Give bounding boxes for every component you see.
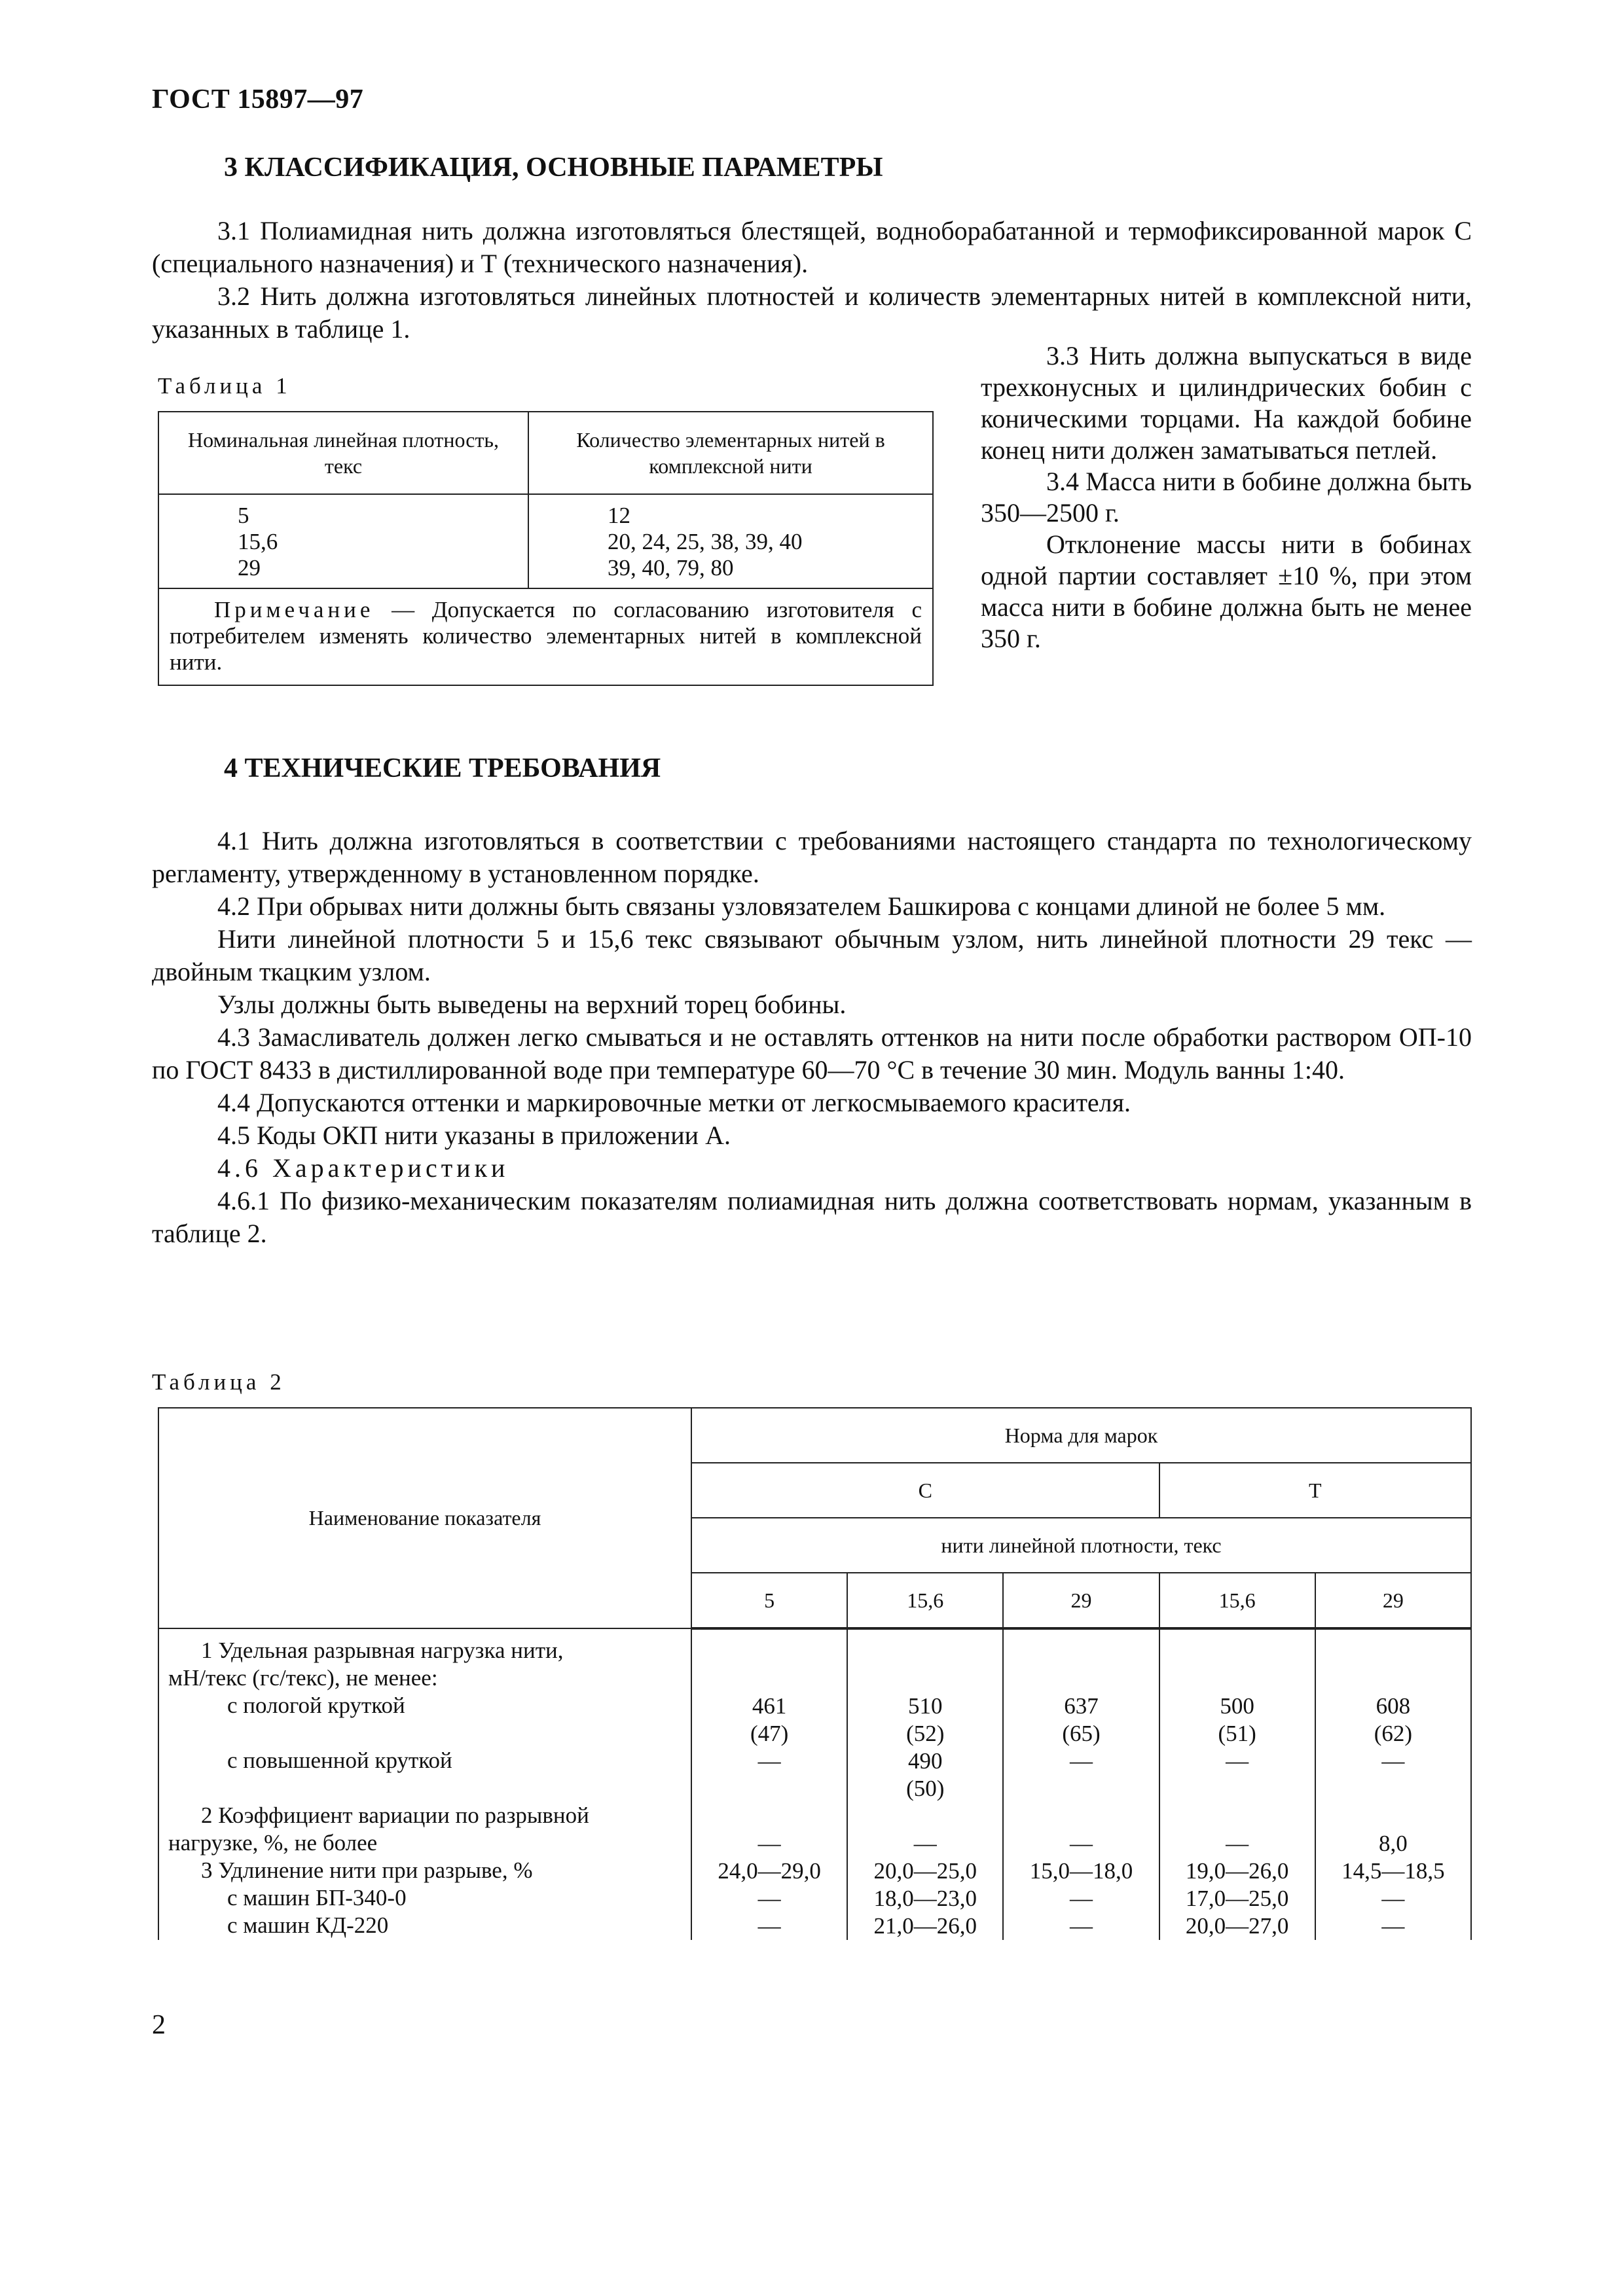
value: 20,0—27,0 [1185, 1913, 1289, 1939]
row-1-title: 1 Удельная разрывная нагрузка нити, [201, 1638, 564, 1663]
table-1-count-value: 39, 40, 79, 80 [608, 555, 734, 581]
table-2-header-density: нити линейной плотности, текс [691, 1518, 1471, 1573]
paragraph-3-4-deviation: Отклонение массы нити в бобинах одной партии составляет ±10 %, при этом масса нити в бобине должна быть не менее 350 г. [981, 529, 1472, 653]
paragraph-4-5: 4.5 Коды ОКП нити указаны в приложении А. [217, 1121, 731, 1150]
table-2-header-norm: Норма для марок [691, 1408, 1471, 1463]
row-2-title-cont: нагрузке, %, не более [168, 1830, 378, 1856]
value: (50) [906, 1776, 945, 1801]
table-2-col-header: 15,6 [847, 1573, 1003, 1628]
paragraph-4-2: 4.2 При обрывах нити должны быть связаны узловязателем Башкирова с концами длиной не более 5 мм. [217, 891, 1386, 921]
section-4-body [152, 825, 1472, 1250]
value: — [757, 1886, 781, 1911]
value: 461 [752, 1693, 787, 1719]
value: — [1226, 1831, 1249, 1856]
value: — [757, 1748, 781, 1774]
row-1-title-cont: мН/текс (гс/текс), не менее: [168, 1665, 438, 1691]
table-1-note-label: Примечание [214, 597, 374, 622]
paragraph-4-4: 4.4 Допускаются оттенки и маркировочные метки от легкосмываемого красителя. [217, 1088, 1131, 1117]
paragraph-3-2: 3.2 Нить должна изготовляться линейных плотностей и количеств элементарных нитей в комплексной нити, указанных в таблице 1. [152, 281, 1472, 344]
value: 637 [1064, 1693, 1099, 1719]
row-2-title: 2 Коэффициент вариации по разрывной [201, 1803, 589, 1828]
table-2-col-header: 5 [691, 1573, 847, 1628]
value: 17,0—25,0 [1185, 1886, 1289, 1911]
value: 15,0—18,0 [1029, 1858, 1133, 1884]
row-3a-label: с машин БП-340-0 [227, 1885, 407, 1910]
section-3-title: 3 КЛАССИФИКАЦИЯ, ОСНОВНЫЕ ПАРАМЕТРЫ [224, 152, 883, 183]
paragraph-4-2-knots: Нити линейной плотности 5 и 15,6 текс связывают обычным узлом, нить линейной плотности 29 текс — двойным ткацким узлом. [152, 924, 1472, 986]
page-number: 2 [152, 2010, 166, 2040]
table-2-value-column [1159, 1628, 1315, 1940]
value: 21,0—26,0 [873, 1913, 977, 1939]
table-2-value-column [847, 1628, 1003, 1940]
value: — [1069, 1831, 1093, 1856]
paragraph-4-6 [152, 1152, 1472, 1185]
value: 19,0—26,0 [1185, 1858, 1289, 1884]
table-1-density-value: 5 [238, 503, 249, 528]
table-2 [158, 1407, 1472, 1940]
table-2-header-name: Наименование показателя [158, 1408, 691, 1628]
value: — [1069, 1913, 1093, 1939]
table-1-header-count: Количество элементарных нитей в комплексной нити [528, 412, 933, 494]
value: 500 [1220, 1693, 1254, 1719]
paragraph-3-3: 3.3 Нить должна выпускаться в виде трехконусных и цилиндрических бобин с коническими торцами. На каждой бобине конец нити должен заматываться петлей. [981, 341, 1472, 465]
table-2-body-row [158, 1628, 1471, 1940]
table-1-density-value: 29 [238, 555, 261, 581]
paragraph-4-6-text: 4.6 Характеристики [217, 1153, 509, 1183]
value: — [1226, 1748, 1249, 1774]
table-2-name-column [158, 1628, 691, 1940]
value: — [757, 1913, 781, 1939]
value [1316, 1775, 1470, 1803]
side-column [981, 340, 1472, 655]
table-1-note-text: — Допускается по согласованию изготовителя с потребителем изменять количество элементарных нитей в комплексной нити. [170, 597, 922, 675]
value: 14,5—18,5 [1341, 1858, 1445, 1884]
value: 18,0—23,0 [873, 1886, 977, 1911]
paragraph-3-4: 3.4 Масса нити в бобине должна быть 350—2500 г. [981, 467, 1472, 528]
table-1 [158, 411, 934, 686]
table-1-count-value: 20, 24, 25, 38, 39, 40 [608, 529, 803, 554]
row-3b-label: с машин КД-220 [227, 1912, 389, 1938]
paragraph-4-3: 4.3 Замасливатель должен легко смываться и не оставлять оттенков на нити после обработки раствором ОП-10 по ГОСТ 8433 в дистиллированной воде при температуре 60—70 °С в течение 30 мин. Модуль ванны 1:40. [152, 1022, 1472, 1085]
value: — [1381, 1748, 1405, 1774]
table-1-count-value: 12 [608, 503, 630, 528]
value [692, 1775, 847, 1803]
value: 608 [1376, 1693, 1411, 1719]
value: 24,0—29,0 [718, 1858, 821, 1884]
paragraph-4-2-knot-position: Узлы должны быть выведены на верхний торец бобины. [217, 990, 847, 1019]
value: — [1069, 1886, 1093, 1911]
table-1-header-density: Номинальная линейная плотность, текс [158, 412, 528, 494]
table-2-col-header: 29 [1315, 1573, 1471, 1628]
value: 510 [908, 1693, 943, 1719]
value: 490 [908, 1748, 943, 1774]
section-3-intro [152, 215, 1472, 346]
row-3-title: 3 Удлинение нити при разрыве, % [201, 1857, 533, 1883]
table-2-value-column [1003, 1628, 1159, 1940]
section-4-title: 4 ТЕХНИЧЕСКИЕ ТРЕБОВАНИЯ [224, 753, 661, 783]
table-2-header-grade-t: Т [1159, 1463, 1471, 1518]
table-1-caption: Таблица 1 [158, 373, 291, 399]
row-1b-label: с повышенной круткой [227, 1748, 452, 1773]
value: — [757, 1831, 781, 1856]
value [1160, 1775, 1315, 1803]
table-2-col-header: 15,6 [1159, 1573, 1315, 1628]
value: — [913, 1831, 937, 1856]
table-2-col-header: 29 [1003, 1573, 1159, 1628]
value: (62) [1374, 1721, 1413, 1746]
table-1-count-cell [528, 494, 933, 588]
value: (52) [906, 1721, 945, 1746]
table-1-density-value: 15,6 [238, 529, 278, 554]
table-2-caption: Таблица 2 [152, 1369, 285, 1395]
table-2-value-column [1315, 1628, 1471, 1940]
table-2-value-column [691, 1628, 847, 1940]
document-header: ГОСТ 15897—97 [152, 84, 364, 115]
value: 8,0 [1379, 1831, 1408, 1856]
row-1a-label: с пологой круткой [227, 1693, 405, 1718]
value: (51) [1218, 1721, 1256, 1746]
value: (47) [750, 1721, 789, 1746]
value: — [1381, 1913, 1405, 1939]
value: — [1069, 1748, 1093, 1774]
paragraph-3-1: 3.1 Полиамидная нить должна изготовляться блестящей, водноборабатанной и термофиксированной марок С (специального назначения) и Т (технического назначения). [152, 216, 1472, 278]
table-1-note [158, 588, 933, 685]
table-1-density-cell [158, 494, 528, 588]
value: (65) [1062, 1721, 1101, 1746]
paragraph-4-1: 4.1 Нить должна изготовляться в соответствии с требованиями настоящего стандарта по технологическому регламенту, утвержденному в установленном порядке. [152, 826, 1472, 888]
paragraph-4-6-1: 4.6.1 По физико-механическим показателям полиамидная нить должна соответствовать нормам, указанным в таблице 2. [152, 1186, 1472, 1248]
value: 20,0—25,0 [873, 1858, 977, 1884]
table-2-header-grade-c: С [691, 1463, 1159, 1518]
value [1004, 1775, 1158, 1803]
value: — [1381, 1886, 1405, 1911]
